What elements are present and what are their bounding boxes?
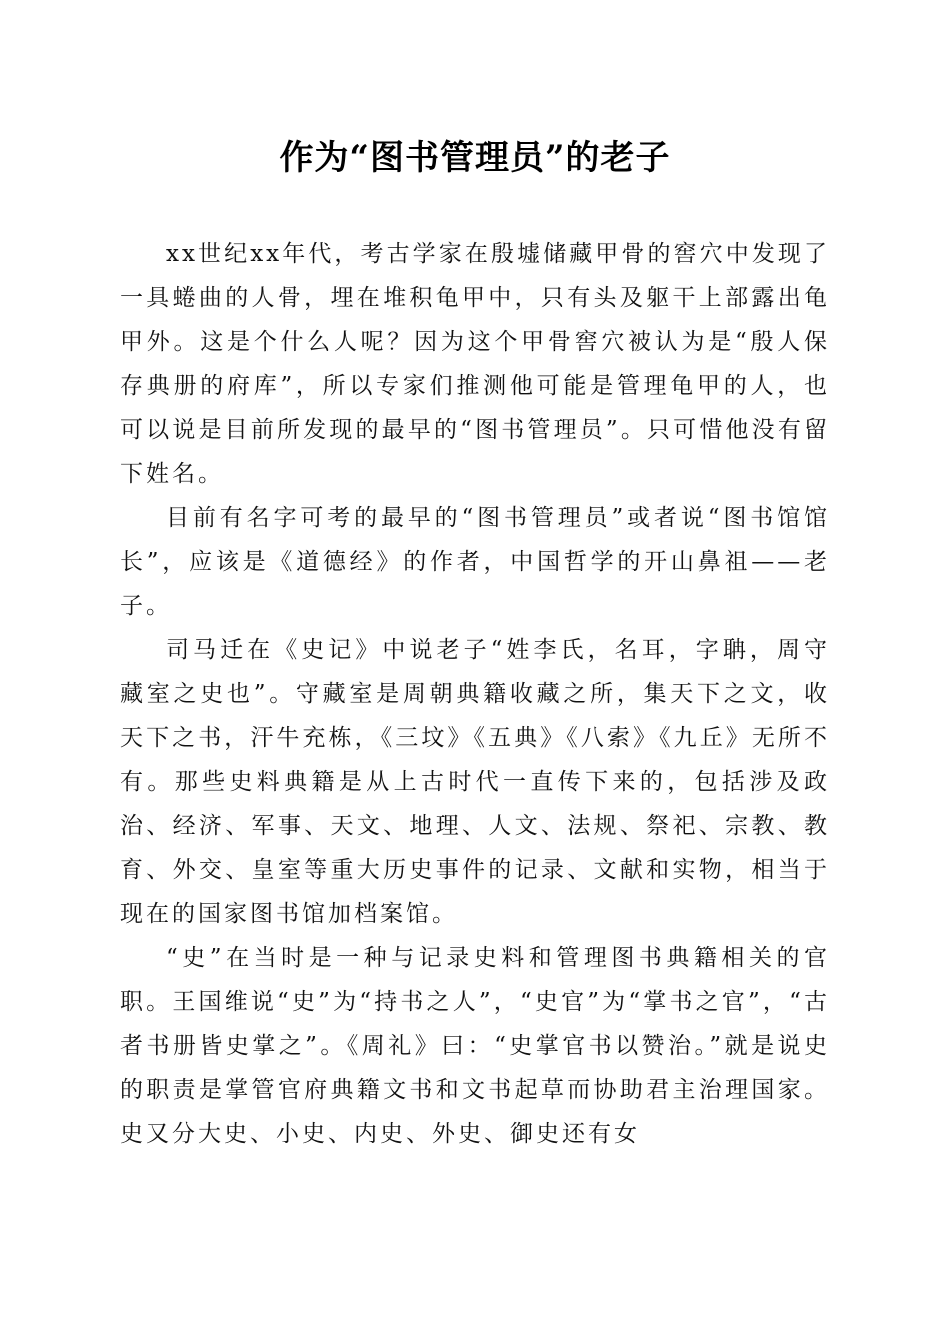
document-body (120, 232, 830, 1156)
paragraph-3: 司马迁在《史记》中说老子“姓李氏，名耳，字聃，周守藏室之史也”。守藏室是周朝典籍收藏之所，集天下之文，收天下之书，汗牛充栋，《三坟》《五典》《八索》《九丘》无所不有。那些史料典籍是从上古时代一直传下来的，包括涉及政治、经济、军事、天文、地理、人文、法规、祭祀、宗教、教育、外交、皇室等重大历史事件的记录、文献和实物，相当于现在的国家图书馆加档案馆。 (120, 637, 830, 927)
paragraph-2: 目前有名字可考的最早的“图书管理员”或者说“图书馆馆长”，应该是《道德经》的作者，中国哲学的开山鼻祖——老子。 (120, 505, 830, 619)
paragraph-4: “史”在当时是一种与记录史料和管理图书典籍相关的官职。王国维说“史”为“持书之人”，“史官”为“掌书之官”，“古者书册皆史掌之”。《周礼》曰：“史掌官书以赞治。”就是说史的职责是掌管官府典籍文书和文书起草而协助君主治理国家。史又分大史、小史、内史、外史、御史还有女 (120, 945, 830, 1147)
page-title: 作为“图书管理员”的老子 (279, 138, 671, 178)
paragraph-1: xx世纪xx年代，考古学家在殷墟储藏甲骨的窖穴中发现了一具蜷曲的人骨，埋在堆积龟甲中，只有头及躯干上部露出龟甲外。这是个什么人呢？因为这个甲骨窖穴被认为是“殷人保存典册的府库”，所以专家们推测他可能是管理龟甲的人，也可以说是目前所发现的最早的“图书管理员”。只可惜他没有留下姓名。 (120, 241, 830, 487)
